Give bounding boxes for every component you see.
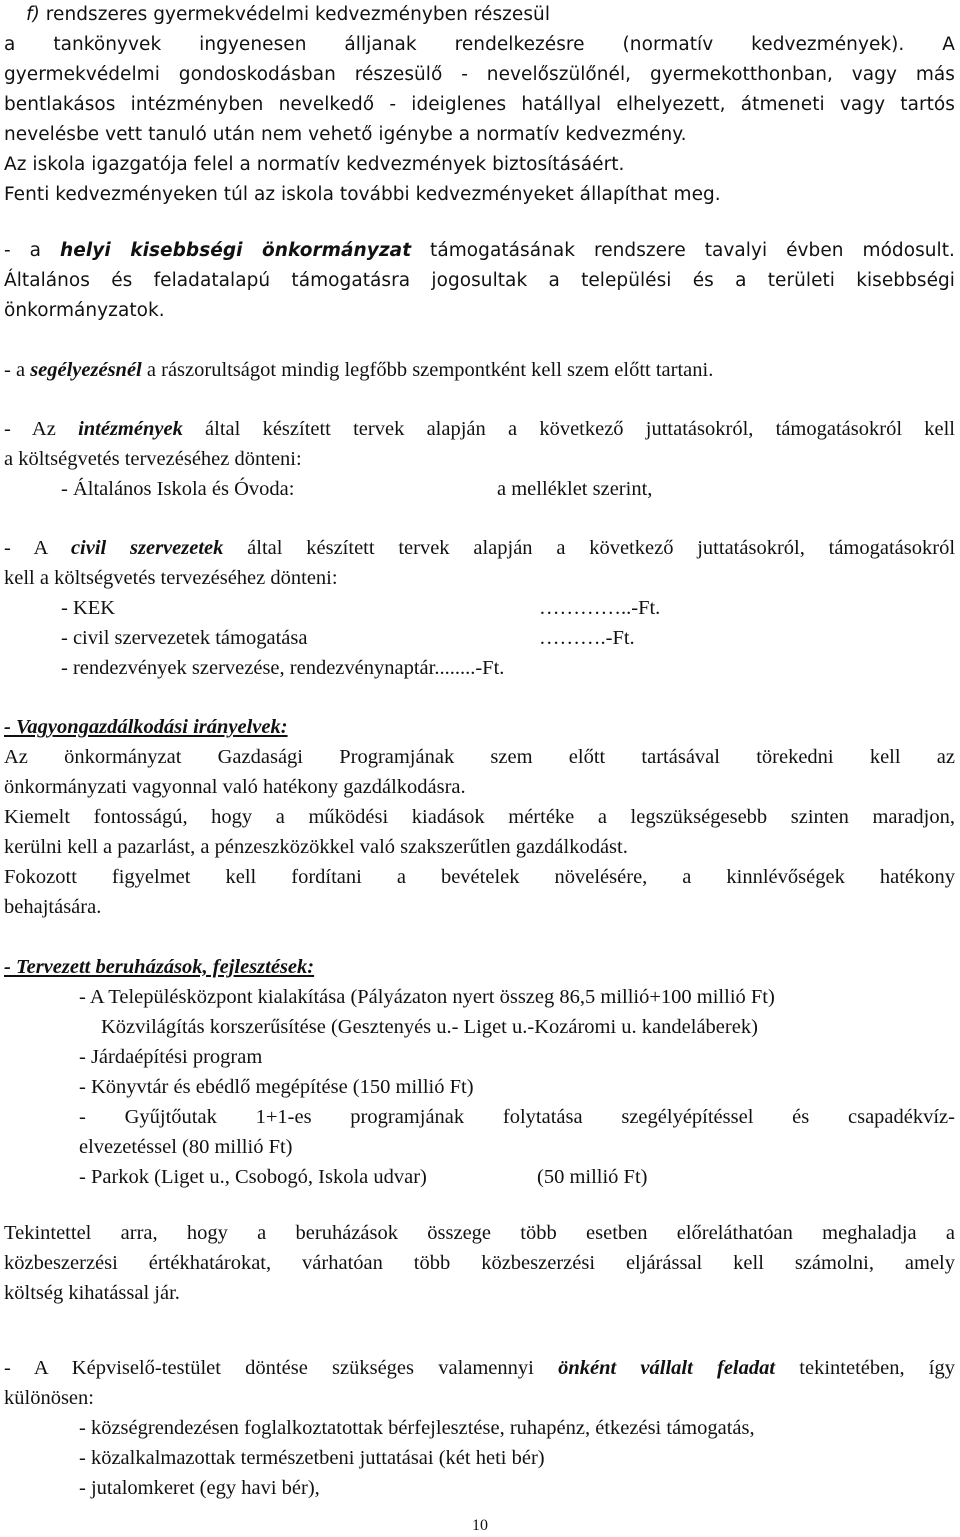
list-item: - A Településközpont kialakítása (Pályázaton nyert összeg 86,5 millió+100 millió Ft) <box>79 986 775 1008</box>
emphasis: civil szervezetek <box>70 537 224 559</box>
paragraph-tankonyv <box>4 0 955 210</box>
list-item <box>4 1102 955 1132</box>
text: - a <box>4 240 60 261</box>
list-item: - közalkalmazottak természetbeni juttatásai (két heti bér) <box>79 1447 545 1469</box>
text: támogatásának rendszere tavalyi évben módosult. <box>411 240 955 261</box>
paragraph-civil <box>4 533 955 683</box>
text: - a <box>4 359 31 381</box>
text: által készített tervek alapján a következő juttatásokról, támogatásokról kell <box>182 418 955 440</box>
item-text <box>61 653 504 683</box>
item-letter: f) <box>26 4 40 25</box>
section-heading: - Tervezett beruházások, fejlesztések: <box>4 956 315 978</box>
item-label: - Parkok (Liget u., Csobogó, Iskola udvar) <box>79 1166 427 1188</box>
item-label: - civil szervezetek támogatása <box>61 627 308 649</box>
line <box>4 0 955 30</box>
section-heading: - Vagyongazdálkodási irányelvek: <box>4 716 288 738</box>
paragraph-onkent-vallalt <box>4 1353 955 1503</box>
text: - A Képviselő-testület döntése szükséges valamennyi <box>4 1357 559 1379</box>
emphasis: intézmények <box>78 418 183 440</box>
paragraph-kozbeszerzes <box>4 1218 955 1308</box>
line: Kiemelt fontosságú, hogy a működési kiadások mértéke a legszükségesebb szinten maradjon, <box>4 806 955 828</box>
line <box>4 414 955 444</box>
item-label: - Általános Iskola és Óvoda: <box>61 478 295 500</box>
item-value: ........-Ft. <box>434 657 505 679</box>
line <box>4 355 955 385</box>
text: rendszeres gyermekvédelmi kedvezményben részesül <box>39 4 551 25</box>
item-value: a melléklet szerint, <box>497 478 653 500</box>
line: nevelésbe vett tanuló után nem vehető igénybe a normatív kedvezmény. <box>4 124 687 145</box>
emphasis: segélyezésnél <box>30 359 142 381</box>
line: gyermekvédelmi gondoskodásban részesülő - nevelőszülőnél, gyermekotthonban, vagy más <box>4 64 955 85</box>
list-item: - Járdaépítési program <box>79 1046 263 1068</box>
text: - Az <box>4 418 79 440</box>
line: közbeszerzési értékhatárokat, várhatóan több közbeszerzési eljárással kell számolni, amely <box>4 1252 955 1274</box>
paragraph-kisebbsegi <box>4 236 955 326</box>
text: tekintetében, így <box>775 1357 955 1379</box>
line: kerülni kell a pazarlást, a pénzeszközökkel való szakszerűtlen gazdálkodást. <box>4 836 628 858</box>
item-label: - rendezvények szervezése, rendezvénynaptár <box>61 657 435 679</box>
list-item: - jutalomkeret (egy havi bér), <box>79 1477 320 1499</box>
line: Az önkormányzat Gazdasági Programjának szem előtt tartásával törekedni kell az <box>4 746 955 768</box>
paragraph-intezmenyek <box>4 414 955 504</box>
list-item <box>4 474 955 504</box>
item-value: …………..-Ft. <box>539 597 661 619</box>
line: Az iskola igazgatója felel a normatív kedvezmények biztosításáért. <box>4 154 625 175</box>
line <box>4 236 955 266</box>
section-vagyongazdalkodas <box>4 712 955 922</box>
line: a költségvetés tervezéséhez dönteni: <box>4 448 302 470</box>
line: önkormányzati vagyonnal való hatékony gazdálkodásra. <box>4 776 466 798</box>
list-item <box>4 593 955 623</box>
text: - A <box>4 537 71 559</box>
line: bentlakásos intézményben nevelkedő - ideiglenes hatállyal elhelyezett, átmeneti vagy tartós <box>4 94 955 115</box>
list-item: - Könyvtár és ebédlő megépítése (150 millió Ft) <box>79 1076 474 1098</box>
list-item: - községrendezésen foglalkoztatottak bérfejlesztése, ruhapénz, étkezési támogatás, <box>79 1417 755 1439</box>
emphasis: helyi kisebbségi önkormányzat <box>60 240 412 261</box>
line: a tankönyvek ingyenesen álljanak rendelkezésre (normatív kedvezmények). A <box>4 34 955 55</box>
line: különösen: <box>4 1387 94 1409</box>
emphasis: önként vállalt feladat <box>558 1357 776 1379</box>
text: által készített tervek alapján a következő juttatásokról, támogatásokról <box>223 537 956 559</box>
line <box>4 1353 955 1383</box>
item-value: ……….-Ft. <box>539 627 635 649</box>
item-value: (50 millió Ft) <box>537 1166 648 1188</box>
line: költség kihatással jár. <box>4 1282 180 1304</box>
paragraph-segelyezes <box>4 355 955 385</box>
line: Fokozott figyelmet kell fordítani a bevételek növelésére, a kinnlévőségek hatékony <box>4 866 955 888</box>
line: önkormányzatok. <box>4 300 165 321</box>
line: Tekintettel arra, hogy a beruházások összege több esetben előreláthatóan meghaladja a <box>4 1222 955 1244</box>
list-item <box>4 623 955 653</box>
section-beruhazasok <box>4 952 955 1192</box>
line <box>4 533 955 563</box>
line: - Gyűjtőutak 1+1-es programjának folytatása szegélyépítéssel és csapadékvíz- <box>79 1106 955 1128</box>
list-item <box>4 1162 955 1192</box>
line: Fenti kedvezményeken túl az iskola további kedvezményeket állapíthat meg. <box>4 184 721 205</box>
list-item <box>4 653 955 683</box>
item-label: - KEK <box>61 597 116 619</box>
list-item: Közvilágítás korszerűsítése (Gesztenyés u.- Liget u.-Kozáromi u. kandeláberek) <box>101 1016 758 1038</box>
line: Általános és feladatalapú támogatásra jogosultak a települési és a területi kisebbségi <box>4 270 955 291</box>
page-number: 10 <box>472 1517 488 1534</box>
line: behajtására. <box>4 896 102 918</box>
line: kell a költségvetés tervezéséhez dönteni: <box>4 567 338 589</box>
text: a rászorultságot mindig legfőbb szempontként kell szem előtt tartani. <box>141 359 714 381</box>
list-item-continuation: elvezetéssel (80 millió Ft) <box>79 1136 293 1158</box>
